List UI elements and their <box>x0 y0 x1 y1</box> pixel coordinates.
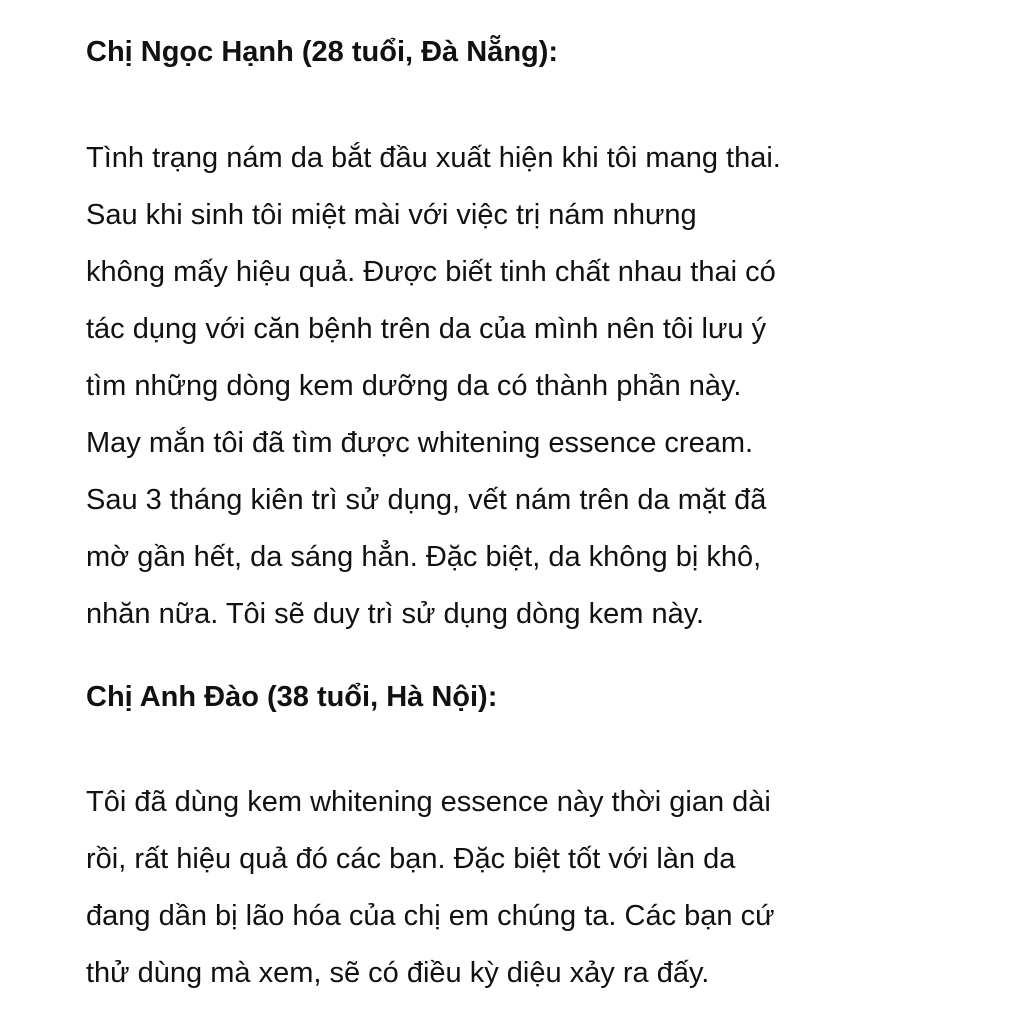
text-line: Tôi đã dùng kem whitening essence này thời gian dài <box>86 786 771 818</box>
text-line: nhăn nữa. Tôi sẽ duy trì sử dụng dòng kem này. <box>86 598 705 630</box>
text-line: Sau 3 tháng kiên trì sử dụng, vết nám trên da mặt đã <box>86 484 767 516</box>
text-line: Sau khi sinh tôi miệt mài với việc trị nám nhưng <box>86 199 697 231</box>
text-line: không mấy hiệu quả. Được biết tinh chất nhau thai có <box>86 256 776 288</box>
text-line: tác dụng với căn bệnh trên da của mình nên tôi lưu ý <box>86 313 767 345</box>
text-line: Tình trạng nám da bắt đầu xuất hiện khi tôi mang thai. <box>86 142 781 174</box>
testimonial-body-anh-dao <box>86 774 986 1002</box>
text-line: đang dần bị lão hóa của chị em chúng ta. Các bạn cứ <box>86 900 775 932</box>
text-line: rồi, rất hiệu quả đó các bạn. Đặc biệt tốt với làn da <box>86 843 736 875</box>
testimonial-heading-anh-dao: Chị Anh Đào (38 tuổi, Hà Nội): <box>86 681 498 713</box>
text-line: mờ gần hết, da sáng hẳn. Đặc biệt, da không bị khô, <box>86 541 762 573</box>
testimonial-heading-ngoc-hanh: Chị Ngọc Hạnh (28 tuổi, Đà Nẵng): <box>86 36 559 68</box>
text-line: thử dùng mà xem, sẽ có điều kỳ diệu xảy ra đấy. <box>86 957 710 989</box>
testimonial-body-ngoc-hanh <box>86 130 986 643</box>
text-line: May mắn tôi đã tìm được whitening essence cream. <box>86 427 754 459</box>
text-line: tìm những dòng kem dưỡng da có thành phần này. <box>86 370 742 402</box>
